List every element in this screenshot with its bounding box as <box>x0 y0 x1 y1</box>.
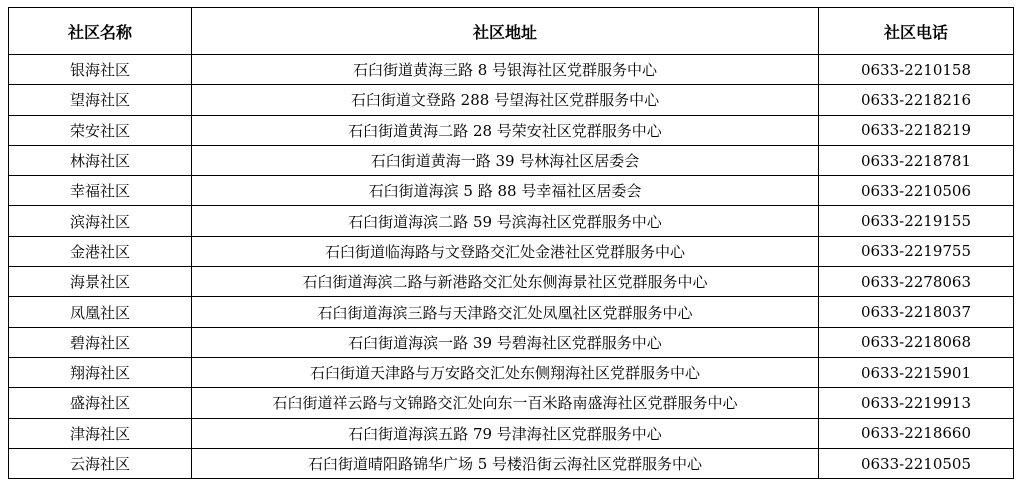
table-row <box>9 388 1014 418</box>
community-name-cell: 凤凰社区 <box>9 297 192 327</box>
community-phone-cell: 0633-2210505 <box>819 448 1014 478</box>
community-phone-cell: 0633-2219155 <box>819 206 1014 236</box>
table-row <box>9 357 1014 387</box>
community-name-cell: 津海社区 <box>9 418 192 448</box>
table-row <box>9 236 1014 266</box>
community-name-cell: 望海社区 <box>9 85 192 115</box>
community-name-cell: 盛海社区 <box>9 388 192 418</box>
table-row <box>9 145 1014 175</box>
community-name-cell: 荣安社区 <box>9 115 192 145</box>
community-name-cell: 碧海社区 <box>9 327 192 357</box>
community-name-cell: 翔海社区 <box>9 357 192 387</box>
community-phone-cell: 0633-2278063 <box>819 267 1014 297</box>
community-address-cell: 石臼街道海滨五路 79 号津海社区党群服务中心 <box>192 418 819 448</box>
table-row <box>9 55 1014 85</box>
community-phone-cell: 0633-2210506 <box>819 176 1014 206</box>
community-address-cell: 石臼街道黄海二路 28 号荣安社区党群服务中心 <box>192 115 819 145</box>
community-address-cell: 石臼街道海滨二路 59 号滨海社区党群服务中心 <box>192 206 819 236</box>
header-community-name: 社区名称 <box>9 8 192 55</box>
community-phone-cell: 0633-2219913 <box>819 388 1014 418</box>
community-phone-cell: 0633-2218781 <box>819 145 1014 175</box>
community-name-cell: 幸福社区 <box>9 176 192 206</box>
table-header-row <box>9 8 1014 55</box>
community-phone-cell: 0633-2219755 <box>819 236 1014 266</box>
community-address-cell: 石臼街道晴阳路锦华广场 5 号楼沿街云海社区党群服务中心 <box>192 448 819 478</box>
table-row <box>9 176 1014 206</box>
community-address-cell: 石臼街道天津路与万安路交汇处东侧翔海社区党群服务中心 <box>192 357 819 387</box>
table-row <box>9 115 1014 145</box>
table-row <box>9 267 1014 297</box>
community-address-cell: 石臼街道黄海三路 8 号银海社区党群服务中心 <box>192 55 819 85</box>
community-table <box>8 7 1014 479</box>
community-address-cell: 石臼街道黄海一路 39 号林海社区居委会 <box>192 145 819 175</box>
community-phone-cell: 0633-2218037 <box>819 297 1014 327</box>
table-row <box>9 297 1014 327</box>
community-address-cell: 石臼街道祥云路与文锦路交汇处向东一百米路南盛海社区党群服务中心 <box>192 388 819 418</box>
community-phone-cell: 0633-2218219 <box>819 115 1014 145</box>
community-phone-cell: 0633-2210158 <box>819 55 1014 85</box>
community-name-cell: 金港社区 <box>9 236 192 266</box>
community-phone-cell: 0633-2215901 <box>819 357 1014 387</box>
community-address-cell: 石臼街道海滨 5 路 88 号幸福社区居委会 <box>192 176 819 206</box>
community-name-cell: 银海社区 <box>9 55 192 85</box>
community-name-cell: 林海社区 <box>9 145 192 175</box>
table-row <box>9 206 1014 236</box>
community-address-cell: 石臼街道海滨三路与天津路交汇处凤凰社区党群服务中心 <box>192 297 819 327</box>
table-row <box>9 418 1014 448</box>
community-address-cell: 石臼街道海滨二路与新港路交汇处东侧海景社区党群服务中心 <box>192 267 819 297</box>
community-name-cell: 滨海社区 <box>9 206 192 236</box>
community-address-cell: 石臼街道海滨一路 39 号碧海社区党群服务中心 <box>192 327 819 357</box>
header-community-address: 社区地址 <box>192 8 819 55</box>
community-address-cell: 石臼街道文登路 288 号望海社区党群服务中心 <box>192 85 819 115</box>
community-address-cell: 石臼街道临海路与文登路交汇处金港社区党群服务中心 <box>192 236 819 266</box>
community-phone-cell: 0633-2218660 <box>819 418 1014 448</box>
table-row <box>9 85 1014 115</box>
header-community-phone: 社区电话 <box>819 8 1014 55</box>
community-phone-cell: 0633-2218216 <box>819 85 1014 115</box>
community-name-cell: 海景社区 <box>9 267 192 297</box>
table-row <box>9 448 1014 478</box>
community-phone-cell: 0633-2218068 <box>819 327 1014 357</box>
community-name-cell: 云海社区 <box>9 448 192 478</box>
table-row <box>9 327 1014 357</box>
